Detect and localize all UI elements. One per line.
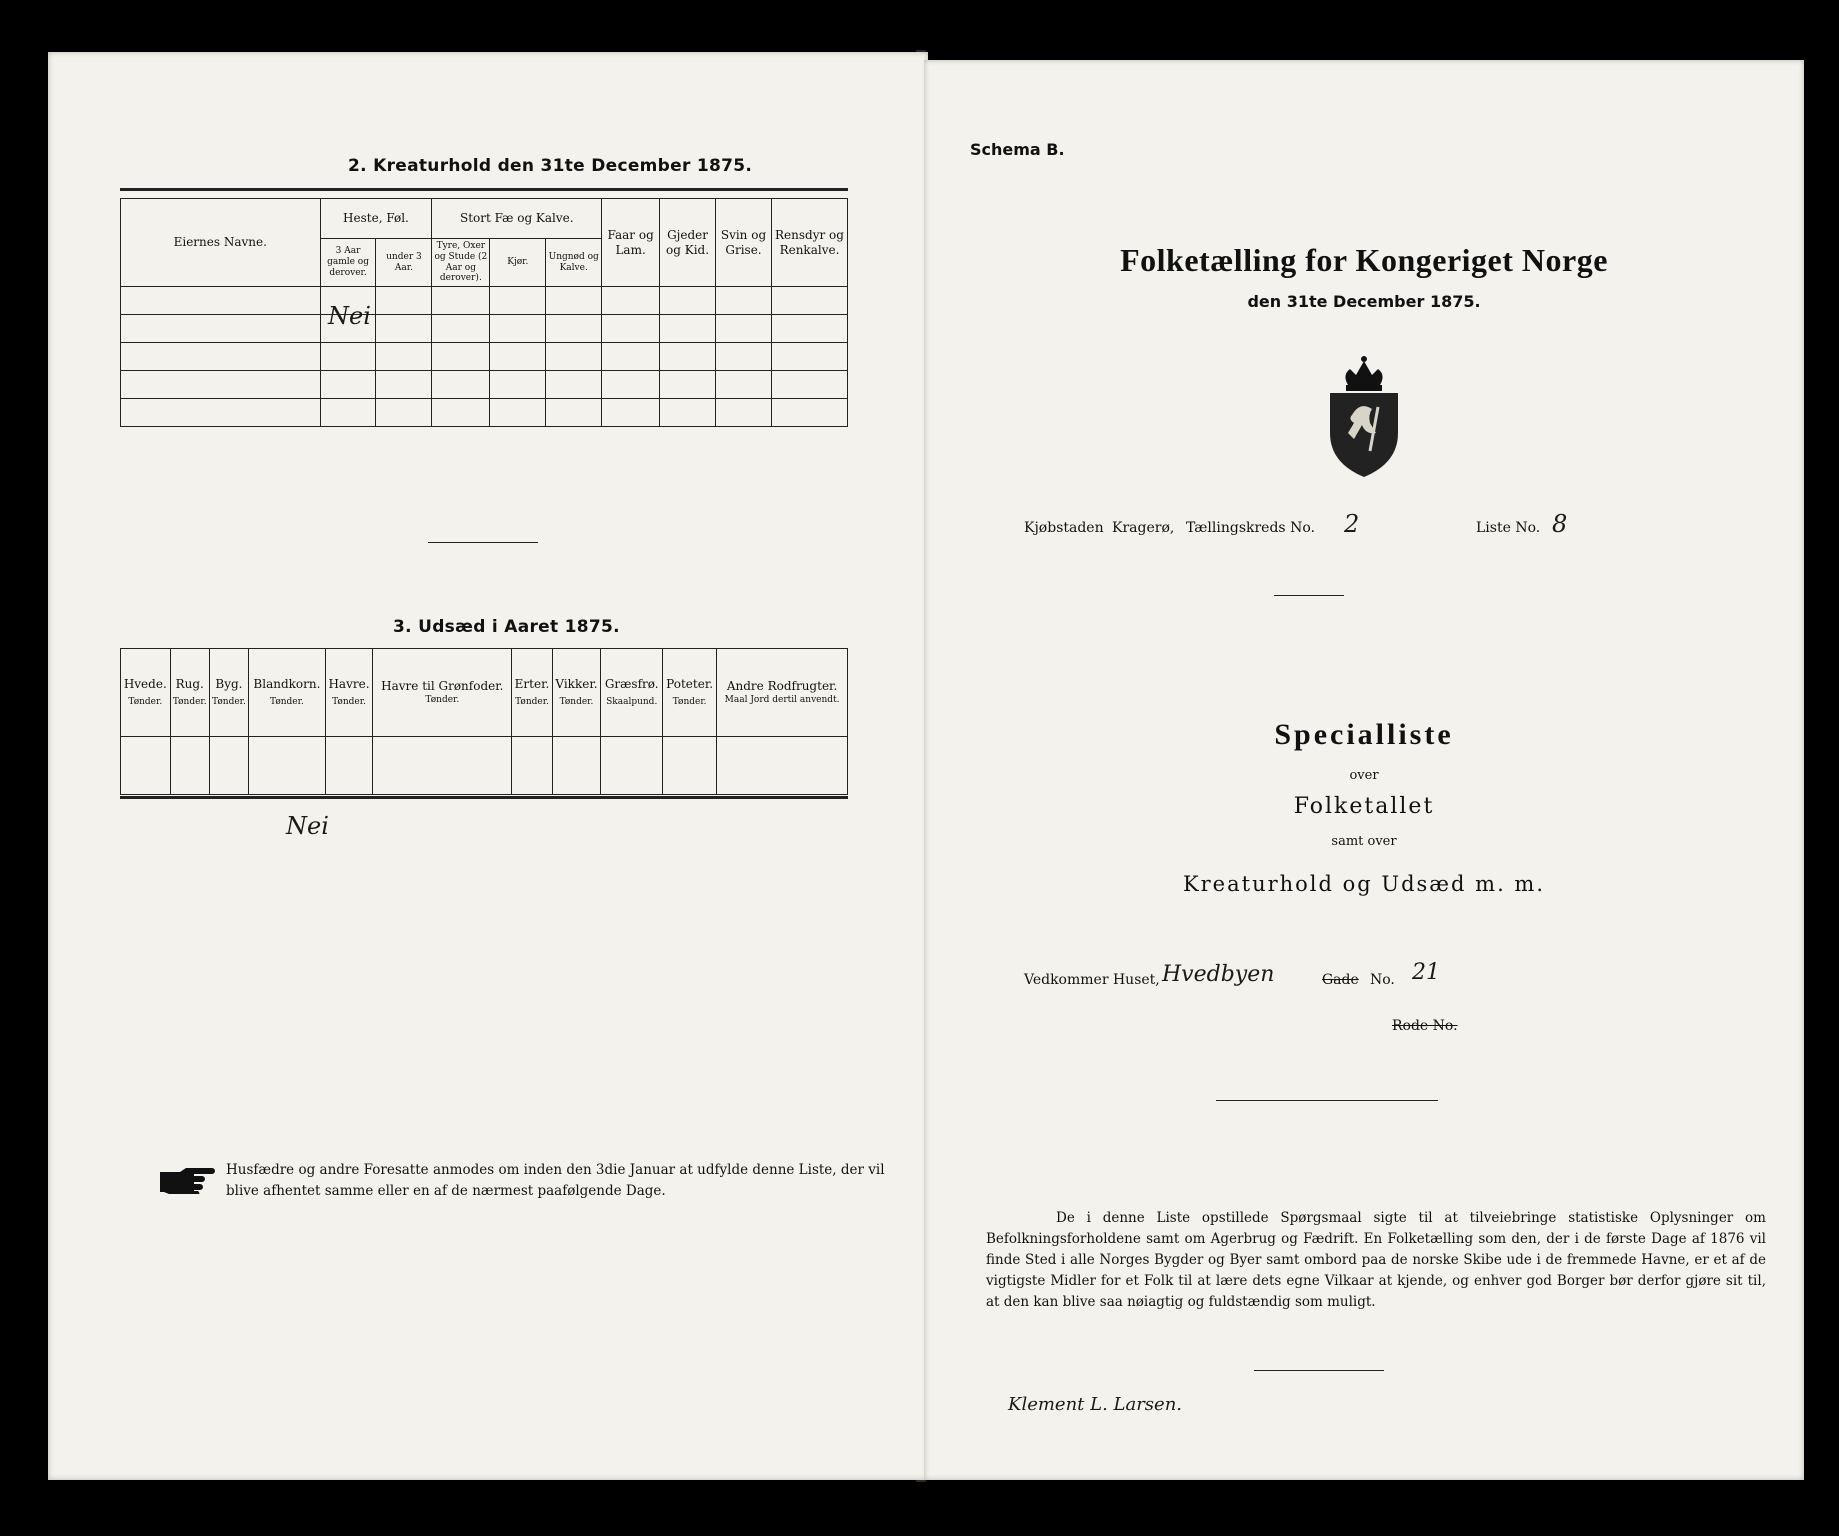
table-row [121, 343, 848, 371]
section2-top-rule [120, 188, 848, 191]
divider [428, 542, 538, 543]
sowing-col-byg: Byg. Tønder. [209, 649, 248, 737]
census-date: den 31te December 1875. [1247, 292, 1481, 311]
kreds-value: 2 [1344, 510, 1360, 538]
header-cattle-tyre: Tyre, Oxer og Stude (2 Aar og derover). [432, 239, 490, 287]
header-goats: Gjeder og Kid. [660, 199, 716, 287]
section3-title: 3. Udsæd i Aaret 1875. [393, 617, 620, 637]
header-owner: Eiernes Navne. [121, 199, 321, 287]
livestock-table [120, 198, 848, 427]
header-pigs: Svin og Grise. [716, 199, 772, 287]
sowing-table [120, 648, 848, 795]
header-cattle-ungnod: Ungnød og Kalve. [546, 239, 602, 287]
header-cattle: Stort Fæ og Kalve. [432, 199, 602, 239]
right-page [924, 60, 1804, 1480]
sowing-entry-handwritten: Nei [286, 812, 329, 840]
folketallet-text: Folketallet [1293, 794, 1435, 819]
header-cattle-kjor: Kjør. [490, 239, 546, 287]
norwegian-coat-of-arms-icon [1322, 355, 1406, 479]
table-row [121, 399, 848, 427]
sowing-col-havre: Havre. Tønder. [325, 649, 372, 737]
table-row [121, 371, 848, 399]
left-page [48, 52, 928, 1480]
pointing-hand-icon [158, 1164, 218, 1194]
livestock-entry-handwritten: Nei [328, 302, 371, 330]
kjobstad-value: Kragerø, [1112, 520, 1175, 536]
divider [1254, 1370, 1384, 1371]
sowing-col-poteter: Poteter. Tønder. [663, 649, 717, 737]
sowing-col-graesfro: Græsfrø. Skaalpund. [601, 649, 663, 737]
kreaturhold-text: Kreaturhold og Udsæd m. m. [1182, 872, 1546, 896]
table-row [121, 287, 848, 315]
table-row [121, 315, 848, 343]
liste-label: Liste No. [1476, 520, 1541, 536]
divider [1216, 1100, 1438, 1101]
sowing-col-hvede: Hvede. Tønder. [121, 649, 171, 737]
sowing-col-blandkorn: Blandkorn. Tønder. [249, 649, 326, 737]
samt-over-text: samt over [1331, 834, 1397, 849]
table-row [121, 737, 848, 795]
sowing-col-vikker: Vikker. Tønder. [552, 649, 601, 737]
header-horses-3aar: 3 Aar gamle og derover. [320, 239, 376, 287]
header-sheep: Faar og Lam. [602, 199, 660, 287]
vedkommer-label: Vedkommer Huset, [1024, 972, 1160, 988]
section2-title: 2. Kreaturhold den 31te December 1875. [348, 156, 753, 176]
kjobstad-label: Kjøbstaden [1024, 520, 1104, 536]
header-horses: Heste, Føl. [320, 199, 432, 239]
header-horses-under3: under 3 Aar. [376, 239, 432, 287]
over-text: over [1349, 768, 1379, 783]
vedkommer-value: Hvedbyen [1162, 962, 1275, 987]
kreds-label: Tællingskreds No. [1186, 520, 1315, 536]
no-label: No. [1370, 972, 1395, 988]
sowing-col-havre-gronfoder: Havre til Grønfoder. Tønder. [373, 649, 512, 737]
sowing-col-erter: Erter. Tønder. [512, 649, 552, 737]
divider [1274, 595, 1344, 596]
specialliste-heading: Specialliste [1274, 718, 1454, 751]
no-value: 21 [1412, 960, 1440, 985]
signature: Klement L. Larsen. [1008, 1394, 1183, 1415]
section3-bottom-rule [120, 796, 848, 799]
census-paragraph: De i denne Liste opstillede Spørgsmaal sigte til at tilveiebringe statistiske Oplysninger om Befolkningsforholdene samt om Agerbrug og Fædrift. En Folketælling som den, der i de første Dage af 1876 vil finde Sted i alle Norges Bygder og Byer samt ombord paa de norske Skibe ude i de fremmede Havne, er et af de vigtigste Midler for et Folk til at lære dets egne Vilkaar at kjende, og enhver god Borger bør derfor gjøre sit til, at den kan blive saa nøiagtig og fuldstændig som muligt. [986, 1210, 1766, 1310]
schema-label: Schema B. [970, 140, 1065, 159]
sowing-col-andre: Andre Rodfrugter. Maal Jord dertil anvendt. [717, 649, 848, 737]
notice-text: Husfædre og andre Foresatte anmodes om inden den 3die Januar at udfylde denne Liste, der vil blive afhentet samme eller en af de nærmest paafølgende Dage. [226, 1162, 885, 1199]
header-reindeer: Rensdyr og Renkalve. [771, 199, 847, 287]
gade-label: Gade [1322, 972, 1359, 988]
census-title: Folketælling for Kongeriget Norge [1120, 242, 1608, 278]
liste-value: 8 [1552, 510, 1568, 538]
sowing-col-rug: Rug. Tønder. [170, 649, 209, 737]
rode-label: Rode No. [1392, 1018, 1458, 1034]
